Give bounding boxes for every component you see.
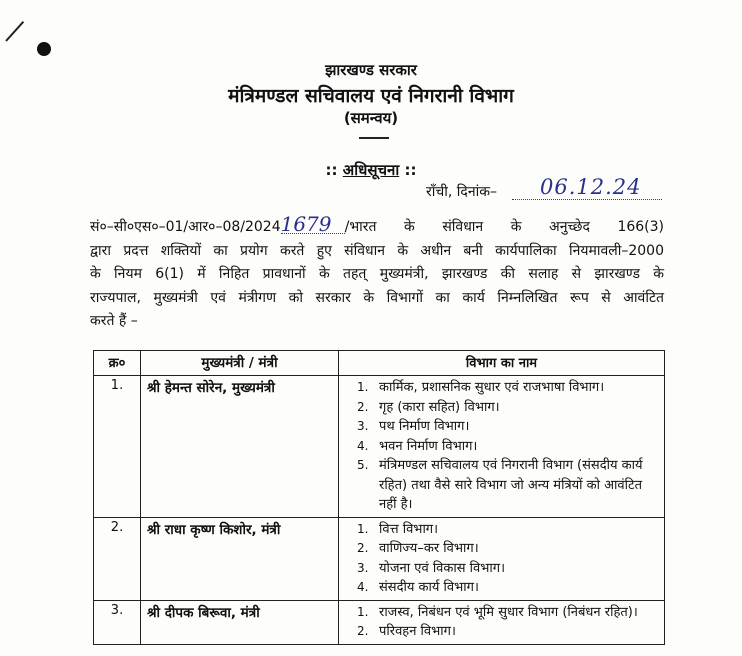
body-line-4: राज्यपाल, मुख्यमंत्री एवं मंत्रीगण को सरकार के विभागों का कार्य निम्नलिखित रूप से आवंटित [90, 289, 664, 306]
department-list [345, 378, 658, 515]
header-minister: मुख्यमंत्री / मंत्री [141, 351, 339, 376]
government-name: झारखण्ड सरकार [325, 61, 417, 79]
handwritten-date: 06.12.24 [540, 175, 642, 199]
body-line-2: द्वारा प्रदत्त शक्तियों का प्रयोग करते हुए संविधान के अधीन बनी कार्यपालिका नियमावली–2000 [90, 242, 664, 259]
department-list [345, 603, 658, 642]
ink-dot-mark [37, 42, 51, 56]
minister-name: श्री दीपक बिरूवा, मंत्री [141, 600, 339, 644]
list-item: 1. कार्मिक, प्रशासनिक सुधार एवं राजभाषा विभाग। [357, 380, 605, 395]
body-line-1 [90, 212, 664, 240]
department-cell [339, 376, 665, 518]
row-serial: 2. [94, 517, 141, 600]
list-item: 5. मंत्रिमण्डल सचिवालय एवं निगरानी विभाग (संसदीय कार्य रहित) तथा वैसे सारे विभाग जो अन्य मंत्रियों को आवंटित नहीं है। [357, 458, 643, 512]
list-item: 2. परिवहन विभाग। [357, 624, 456, 639]
body-line-1-rest: /भारत के संविधान के अनुच्छेद 166(3) [344, 219, 664, 235]
list-item: 4. संसदीय कार्य विभाग। [357, 580, 479, 595]
dateline-label: राँची, दिनांक– [426, 184, 497, 200]
table-row [94, 376, 665, 518]
department-list [345, 520, 658, 598]
list-item: 2. वाणिज्य–कर विभाग। [357, 541, 479, 556]
ministers-table [93, 350, 665, 645]
body-line-3: के नियम 6(1) में निहित प्रावधानों के तहत् मुख्यमंत्री, झारखण्ड की सलाह से झारखण्ड के [90, 266, 664, 282]
row-serial: 3. [94, 600, 141, 644]
table-header-row [94, 351, 665, 376]
notification-title: अधिसूचना [342, 161, 400, 179]
table-row [94, 517, 665, 600]
list-item: 1. राजस्व, निबंधन एवं भूमि सुधार विभाग (निबंधन रहित)। [357, 604, 638, 620]
date-dotted-line [512, 199, 662, 200]
list-item: 1. वित्त विभाग। [357, 521, 439, 537]
department-cell [339, 517, 665, 600]
minister-name: श्री हेमन्त सोरेन, मुख्यमंत्री [141, 376, 339, 518]
handwritten-number: 1679 [281, 215, 345, 234]
list-item: 4. भवन निर्माण विभाग। [357, 438, 478, 454]
header-divider [359, 137, 389, 139]
header-serial: क्र० [94, 351, 141, 376]
reference-number: सं०–सी०एस०–01/आर०–08/2024 [90, 219, 281, 235]
notification-suffix: :: [404, 161, 417, 179]
list-item: 2. गृह (कारा सहित) विभाग। [357, 399, 500, 415]
row-serial: 1. [94, 376, 141, 518]
header-department: विभाग का नाम [339, 351, 665, 376]
body-line-5: करते हैं – [90, 313, 138, 329]
minister-name: श्री राधा कृष्ण किशोर, मंत्री [141, 517, 339, 600]
notification-prefix: :: [325, 161, 338, 179]
department-name: मंत्रिमण्डल सचिवालय एवं निगरानी विभाग [228, 85, 514, 107]
list-item: 3. योजना एवं विकास विभाग। [357, 560, 506, 576]
section-name: (समन्वय) [343, 109, 399, 127]
table-row [94, 600, 665, 644]
notification-body [90, 212, 664, 334]
pen-stroke-mark [5, 21, 24, 42]
department-cell [339, 600, 665, 644]
list-item: 3. पथ निर्माण विभाग। [357, 419, 470, 434]
